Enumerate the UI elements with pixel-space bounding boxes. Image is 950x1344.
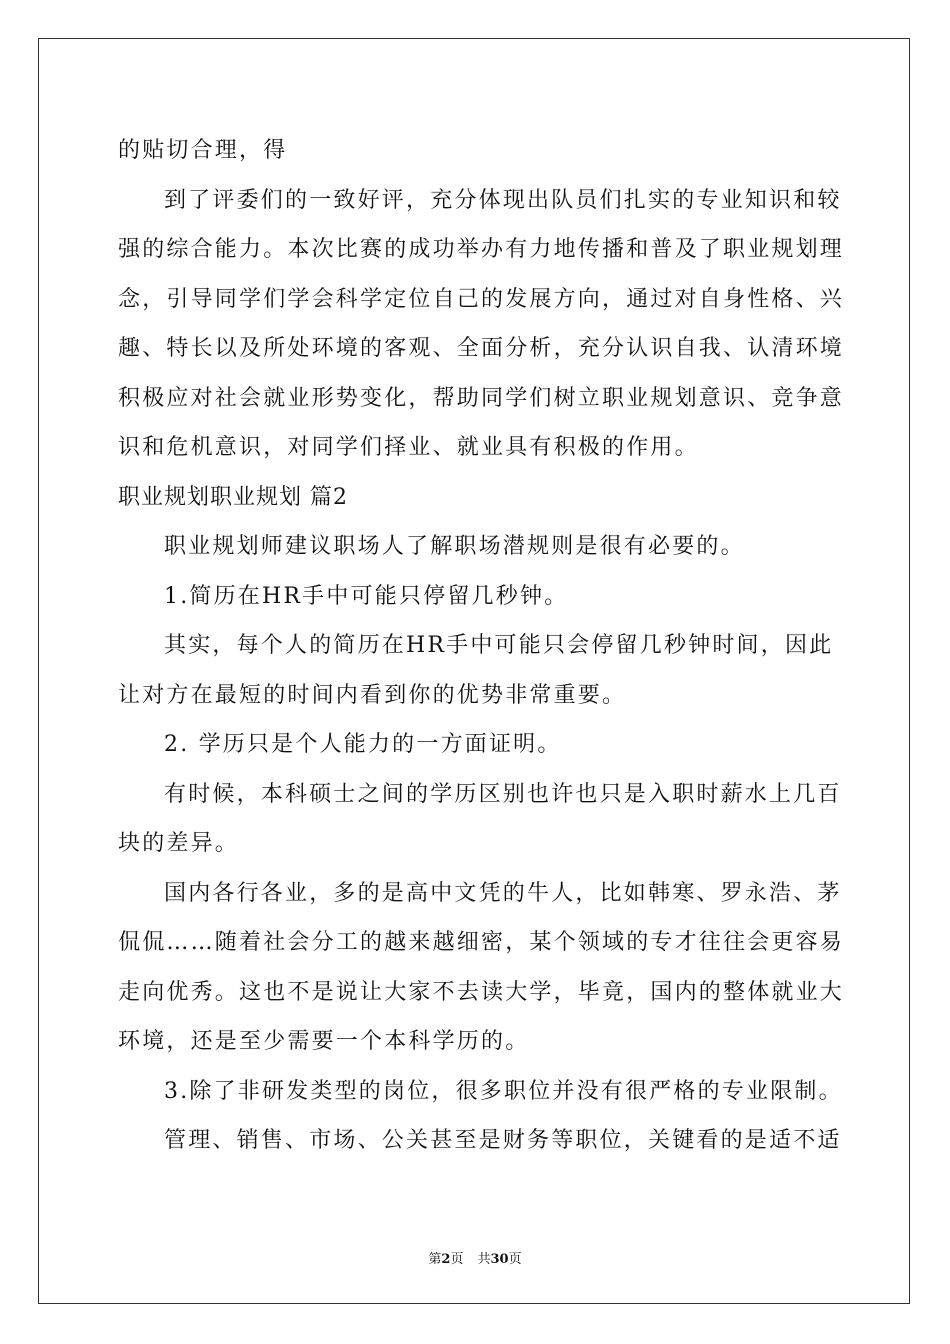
page-prefix: 第 <box>428 1252 442 1267</box>
text-line: 的贴切合理，得 <box>118 138 288 163</box>
total-suffix: 页 <box>508 1252 522 1267</box>
text-line: 让对方在最短的时间内看到你的优势非常重要。 <box>118 682 627 708</box>
text-line: 积极应对社会就业形势变化，帮助同学们树立职业规划意识、竞争意 <box>118 385 845 411</box>
text-line: 到了评委们的一致好评，充分体现出队员们扎实的专业知识和较 <box>164 187 842 213</box>
section-heading: 职业规划职业规划 篇2 <box>118 484 348 510</box>
text-line: 念，引导同学们学会科学定位自己的发展方向，通过对自身性格、兴 <box>118 286 845 312</box>
page-number: 2 <box>441 1252 451 1267</box>
text-line: 识和危机意识，对同学们择业、就业具有积极的作用。 <box>118 435 699 460</box>
text-line: 有时候，本科硕士之间的学历区别也许也只是入职时薪水上几百 <box>164 781 842 807</box>
text-line: 侃侃……随着社会分工的越来越细密，某个领域的专才往往会更容易 <box>118 930 845 955</box>
page-suffix: 页 <box>450 1252 464 1267</box>
text-line: 块的差异。 <box>118 831 240 856</box>
total-pages: 30 <box>490 1252 509 1267</box>
document-body <box>118 126 845 1166</box>
list-item-heading: 3.除了非研发类型的岗位，很多职位并没有很严格的专业限制。 <box>164 1078 843 1104</box>
text-line: 环境，还是至少需要一个本科学历的。 <box>118 1029 530 1054</box>
list-item-heading: 1.简历在HR手中可能只停留几秒钟。 <box>164 583 569 609</box>
text-line: 走向优秀。这也不是说让大家不去读大学，毕竟，国内的整体就业大 <box>118 979 845 1005</box>
total-prefix: 共 <box>477 1252 491 1267</box>
list-item-heading: 2. 学历只是个人能力的一方面证明。 <box>164 732 562 757</box>
text-line: 趣、特长以及所处环境的客观、全面分析，充分认识自我、认清环境 <box>118 336 845 361</box>
text-line: 强的综合能力。本次比赛的成功举办有力地传播和普及了职业规划理 <box>118 237 845 262</box>
text-line: 职业规划师建议职场人了解职场潜规则是很有必要的。 <box>164 534 745 559</box>
page-footer <box>0 1248 950 1267</box>
text-line: 管理、销售、市场、公关甚至是财务等职位，关键看的是适不适 <box>164 1128 842 1153</box>
text-line: 其实，每个人的简历在HR手中可能只会停留几秒钟时间，因此 <box>164 633 834 658</box>
text-line: 国内各行各业，多的是高中文凭的牛人，比如韩寒、罗永浩、茅 <box>164 880 842 906</box>
